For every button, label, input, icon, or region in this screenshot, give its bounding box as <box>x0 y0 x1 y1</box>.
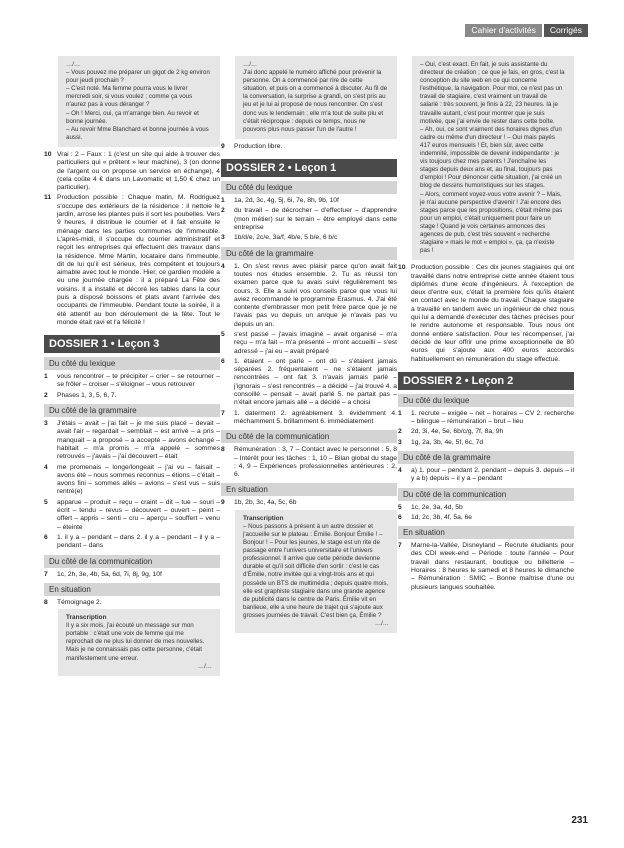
answer-item <box>221 263 397 329</box>
answer-item <box>398 514 574 522</box>
answer-item <box>44 464 220 497</box>
column-2 <box>221 56 397 637</box>
answer-text: 1b, 2b, 3c, 4a, 5c, 6b <box>234 499 297 507</box>
answer-text: apparue – produit – reçu – craint – dit – tue – souri – écrit – tendu – revus – découvert – ouvert – peint – offert – appris – senti – cru – aperçu – souffert – venu – éteinte <box>57 498 220 531</box>
transcription-text: – Oh ! Merci, oui, ça m'arrange bien. Au revoir et bonne journée. <box>66 109 199 125</box>
answer-item <box>221 143 397 151</box>
answer-item <box>44 534 220 551</box>
answer-text: Vrai : 2 – Faux : 1 (c'est un site qui aide à trouver des particuliers qui « prêtent » leur machine), 3 (on donne de l'argent ou on propose un service en échange), 4 (cela coûte 4 € dans un Lavomatic et 1,50 € chez un particulier). <box>57 150 220 192</box>
answer-item <box>398 439 574 447</box>
transcription-box <box>235 510 397 633</box>
answer-item <box>398 264 574 364</box>
answer-text: me promenais – longe/longeait – j'ai vu – faisait – avons été – nous sommes reconnus – étions – c'était – avons fini – sommes allés – avions – s'est vus – suis rentré(e) <box>57 463 220 496</box>
answer-number: 5 <box>398 503 402 511</box>
transcription-text: – Au revoir Mme Blanchard et bonne journée à vous aussi. <box>66 125 209 141</box>
answer-text: 1. recrute – exigée – net – horaires – CV 2. recherche – bilingue – rémunération – brut – lieu <box>411 409 574 426</box>
answer-number: 1 <box>398 409 402 417</box>
transcription-text: J'ai donc appelé le numéro affiché pour prévenir la personne. On a commencé par rire de cette situation, et puis on a commencé à discuter. Au fil de la conversation, la surprise a grandi, on s'est pris au jeu et je lui ai proposé de nous rencontrer. On s'est donc vus le lendemain ; elle m'a tout de suite plu et c'était réciproque : depuis ce temps, nous ne pouvons plus nous passer l'un de l'autre ! <box>243 69 388 133</box>
answer-number: 6 <box>221 357 225 365</box>
answer-item <box>44 599 220 607</box>
transcription-text: – Alors, comment voyez-vous votre avenir ? – Mais, je n'ai aucune perspective d'avenir ! J'ai encore des stages parce que les propositions, c'était même pas pour un emploi, c'était uniquement pour faire un stage ! Quand je vois certaines annonces des agences de pub, c'est très souvent « recherche stagiaire » mais le mot « emploi », ça, ça n'existe pas ! <box>420 190 563 255</box>
answer-item <box>221 358 397 408</box>
section-heading: En situation <box>398 526 574 539</box>
answer-text: J'étais – avait – j'ai fait – je me suis placé – devait – avait l'air – regardait – semblait – est arrivé – a pris – manquait – a proposé – a accepté – avons échangé – habitait – m'a promis – m'a appelé – sommes retrouvés – j'avais – j'ai découvert – était <box>57 420 220 461</box>
transcription-text: …/… <box>66 61 81 68</box>
answer-item <box>398 428 574 436</box>
answer-text: 1b/d/e, 2c/e, 3a/f, 4b/e, 5 b/e, 6 b/c <box>234 234 338 242</box>
answer-number: 3 <box>44 420 48 428</box>
transcription-text: – Vous pouvez me préparer un gigot de 2 kg environ pour jeudi prochain ? <box>66 69 210 85</box>
answer-number: 9 <box>221 499 225 507</box>
transcription-title: Transcription <box>66 614 107 622</box>
answer-text: du travail – de décrocher – d'effectuer – d'apprendre (mon métier) sur le terrain – être employé dans cette entreprise <box>234 207 397 232</box>
answer-number: 8 <box>221 446 225 454</box>
answer-text: 1a, 2d, 3c, 4g, 5j, 6i, 7e, 8h, 9b, 10f <box>234 197 339 205</box>
header-tab-cahier: Cahier d'activités <box>465 24 541 37</box>
transcription-text: – Nous passons à présent à un autre dossier et j'accueille sur le plateau : Émilie. Bonjour Émilie ! – Bonjour ! – Pour les jeunes, le stage est un rite de passage entre l'univers universitaire et l'univers professionnel. Il arrive que cette période devienne durable et qu'il soit difficile d'en sortir : c'est le cas d'Émilie, notre invitée qui a vingt-trois ans et qui possède un BTS de multimédia ; depuis quatre mois, elle est graphiste stagiaire dans une grande agence de publicité dans le centre de Paris. Émilie vit en banlieue, elle a une heure de trajet qui s'ajoute aux grosses journées de travail. C'est bien ça, Émilie ? <box>243 522 389 619</box>
answer-text: Phases 1, 3, 5, 6, 7. <box>57 391 117 399</box>
answer-number: 3 <box>398 438 402 446</box>
section-heading: Du côté du lexique <box>221 181 397 194</box>
answer-item <box>221 410 397 427</box>
page-number: 231 <box>571 815 588 826</box>
answer-number: 10 <box>44 150 52 158</box>
answer-number: 11 <box>44 194 52 202</box>
answer-text: 1g, 2a, 3b, 4e, 5f, 6c, 7d <box>411 438 484 446</box>
continuation-mark: …/… <box>374 619 389 627</box>
column-1 <box>44 56 220 680</box>
transcription-box <box>235 56 397 139</box>
answer-item <box>398 410 574 427</box>
continuation-mark: …/… <box>197 662 212 670</box>
answer-text: Témoignage 2. <box>57 598 102 606</box>
answer-item <box>221 446 397 479</box>
page-header-tabs <box>465 24 588 37</box>
answer-number: 7 <box>44 570 48 578</box>
answer-text: a) 1. pour – pendant 2. pendant – depuis 3. depuis – il y a b) depuis – il y a – pendant <box>411 467 574 483</box>
header-tab-corriges: Corrigés <box>544 24 588 37</box>
answer-number: 6 <box>398 513 402 521</box>
answer-number: 9 <box>221 142 225 150</box>
transcription-text: – Oui, c'est exact. En fait, je suis assistante du directeur de création ; ce que je fais, en gros, c'est la conception du site web en ce qui concerne l'esthétique, la navigation. Pour moi, ce n'est pas un travail de stagiaire, c'est vraiment un travail de salarié : très souvent, je finis à 22, 23 heures. Ià je travaille autant, c'est pour montrer que je suis motivée, que j'ai envie de rester dans cette boîte. <box>420 61 565 125</box>
answer-item <box>398 504 574 512</box>
transcription-box <box>58 56 220 147</box>
answer-item <box>398 542 574 592</box>
answer-number: 1 <box>221 197 225 205</box>
answer-text: 1d, 2c, 3b, 4f, 5a, 6e <box>411 513 472 521</box>
section-heading: Du côté de la grammaire <box>221 247 397 260</box>
answer-number: 5 <box>221 331 225 338</box>
answer-number: 2 <box>398 428 402 436</box>
transcription-title: Transcription <box>243 514 284 522</box>
transcription-box <box>58 609 220 676</box>
answer-number: 3 <box>221 234 225 242</box>
answer-item <box>398 467 574 484</box>
answer-number: 7 <box>221 409 225 417</box>
answer-item <box>44 373 220 390</box>
answer-text: Production libre. <box>234 142 283 150</box>
answer-number: 10 <box>398 264 406 272</box>
answer-item <box>221 197 397 205</box>
answer-number: 4 <box>221 262 225 270</box>
section-heading: Du côté de la communication <box>44 555 220 568</box>
section-heading: Du côté de la communication <box>221 430 397 443</box>
answer-number: 7 <box>398 542 402 550</box>
section-heading: En situation <box>44 583 220 596</box>
answer-item <box>221 207 397 232</box>
answer-number: 8 <box>44 598 48 606</box>
transcription-text: – Ah, oui, ce sont vraiment des horaires dignes d'un cadre ou même d'un directeur ! – Oui mais payés 417 euros mensuels ! Et, bien sûr, avec cette indemnité, impossible de devenir indépendante : je vis toujours chez mes parents ! J'enchaîne les stages depuis deux ans et, au final, toujours pas d'emploi ! Pour dénoncer cette situation, j'ai créé un blog de dessins humoristiques sur les stages. <box>420 125 562 190</box>
answer-item <box>221 331 397 356</box>
answer-item <box>44 571 220 579</box>
answer-number: 2 <box>44 391 48 399</box>
answer-number: 1 <box>44 373 48 381</box>
column-3 <box>398 56 574 594</box>
answer-number: 2 <box>221 207 225 215</box>
section-heading: Du côté du lexique <box>44 357 220 370</box>
answer-text: 1c, 2e, 3a, 4d, 5b <box>411 503 463 511</box>
answer-text: 1c, 2h, 3e, 4b, 5a, 6d, 7i, 8j, 9g, 10f <box>57 570 162 578</box>
answer-text: 1. On s'est revus avec plaisir parce qu'on avait fait toutes nos études ensemble. 2. Tu as réussi ton examen parce que tu avais suivi régulièrement tes cours. 3. Elle a suivi vos conseils parce que vous lui aviez recommandé le programme Erasmus. 4. J'ai été contente d'embrasser mon petit frère parce que je ne l'avais pas vu depuis un an/que je n'avais pas vu depuis un an. <box>234 262 397 328</box>
answer-number: 5 <box>44 498 48 506</box>
answer-text: Production possible : Ces dix jeunes stagiaires qui ont travaillé dans notre entreprise cette année étaient tous diplômés d'une école d'ingénieurs. À l'exception de deux d'entre eux, c'était la première fois qu'ils étaient en contact avec le monde du travail. Chaque stagiaire a travaillé en tandem avec un ingénieur de chez nous qui lui a demandé d'exécuter des tâches précises pour le rendre autonome et responsable. Tous nous ont donné entière satisfaction. Pour les récompenser, j'ai décidé de leur offrir une prime exceptionnelle de 80 euros qui s'ajoute aux 400 euros accordés habituellement en rémunération du stage effectué. <box>411 264 574 363</box>
answer-text: 1. il y a – pendant – dans 2. il y a – pendant – il y a – pendant – dans <box>57 533 220 550</box>
dossier-heading: DOSSIER 2 • Leçon 2 <box>398 372 574 390</box>
answer-item <box>44 194 220 327</box>
answer-text: s'est passé – j'avais imaginé – avait organisé – m'a reçu – m'a fait – m'a présenté – m'ont accueilli – s'est adressé – j'ai eu – avait préparé <box>234 331 397 355</box>
section-heading: Du côté du lexique <box>398 394 574 407</box>
answer-item <box>44 499 220 532</box>
answer-item <box>44 420 220 461</box>
answer-number: 4 <box>44 463 48 471</box>
answer-text: 1. daterment 2. agréablement 3. évidemment 4. méchamment 5. brillamment 6. immédiatement <box>234 409 397 425</box>
section-heading: En situation <box>221 483 397 496</box>
section-heading: Du côté de la communication <box>398 488 574 501</box>
transcription-text: …/… <box>243 61 258 68</box>
answer-text: vous rencontrer – te précipiter – crier – se retourner – se frôler – croiser – s'éloigner – vous retrouver <box>57 373 220 389</box>
answer-text: Rémunération : 3, 7 – Contact avec le personnel : 5, 8 – Intérêt pour les tâches : 1, 10 – Bilan global du stage : 4, 9 – Expériences professionnelles antérieures : 2, 6. <box>234 446 397 479</box>
answer-text: 1. étaient – ont parlé – ont dû – s'étaient jamais séparées 2. fréquentaient – ne s'étaient jamais rencontrées – ont fait 3. n'avais jamais parlé – j'ignorais – s'est rencontrés – a décidé – j'ai trouvé 4. a consoillé – pensait – avait parlé 5. ne partait pas – n'était encore jamais allé – a décidé – a choisi <box>234 357 397 407</box>
answer-item <box>44 151 220 192</box>
section-heading: Du côté de la grammaire <box>44 404 220 417</box>
answer-text: 2d, 3i, 4e, 5e, 6b/c/g, 7f, 8a, 9h <box>411 428 504 436</box>
answer-text: Production possible : Chaque matin, M. Rodriguez s'occupe des extérieurs de la résidence : il nettoie le jardin, arrose les plantes puis il sort les poubelles. Vers 9 heures, il distribue le courrier et il fait ensuite le ménage dans les parties communes de l'immeuble. L'après-midi, il s'occupe du courrier administratif et reçoit les entreprises qui effectuent des travaux dans la résidence. Mme Martin, locataire dans l'immeuble, dit de lui qu'il est sérieux, très compétent et toujours aimable avec tout le monde. Hier, ce gardien modèle a eu une journée chargée : il a préparé La Fête des voisins. Il a installé et décoré les tables dans la cour puis a disposé boissons et plats avant l'arrivée des occupants de l'immeuble. Pendant toute la soirée, il a été attentif au bon déroulement de la fête. Tout le monde était ravi et l'a félicité ! <box>57 194 220 326</box>
dossier-heading: DOSSIER 2 • Leçon 1 <box>221 159 397 177</box>
answer-item <box>221 499 397 507</box>
answer-number: 6 <box>44 533 48 541</box>
section-heading: Du côté de la grammaire <box>398 451 574 464</box>
dossier-heading: DOSSIER 1 • Leçon 3 <box>44 335 220 353</box>
transcription-text: Il y a six mois, j'ai écouté un message sur mon portable : c'était une voix de femme qui me reprochait de ne plus lui donner de mes nouvelles. Mais je ne connaissais pas cette personne, c'était manifestement une erreur. <box>66 622 205 662</box>
answer-item <box>44 392 220 400</box>
answer-text: Marne-la-Vallée, Disneyland – Recrute étudiants pour des CDI week-end – Période : toute l'année – Pour travail dans restaurant, boutique ou billetterie – Horaires : 8 heures le samedi et 8 heures le dimanche – Rémunération : SMIC – Bonne maîtrise d'une ou plusieurs langues souhaitée. <box>411 542 574 591</box>
answer-item <box>221 234 397 242</box>
answer-number: 4 <box>398 467 402 474</box>
transcription-box <box>412 56 574 260</box>
transcription-text: – C'est noté. Ma femme pourra vous le livrer mercredi soir, si vous voulez ; comme ça vous n'aurez pas à vous déranger ? <box>66 85 193 109</box>
